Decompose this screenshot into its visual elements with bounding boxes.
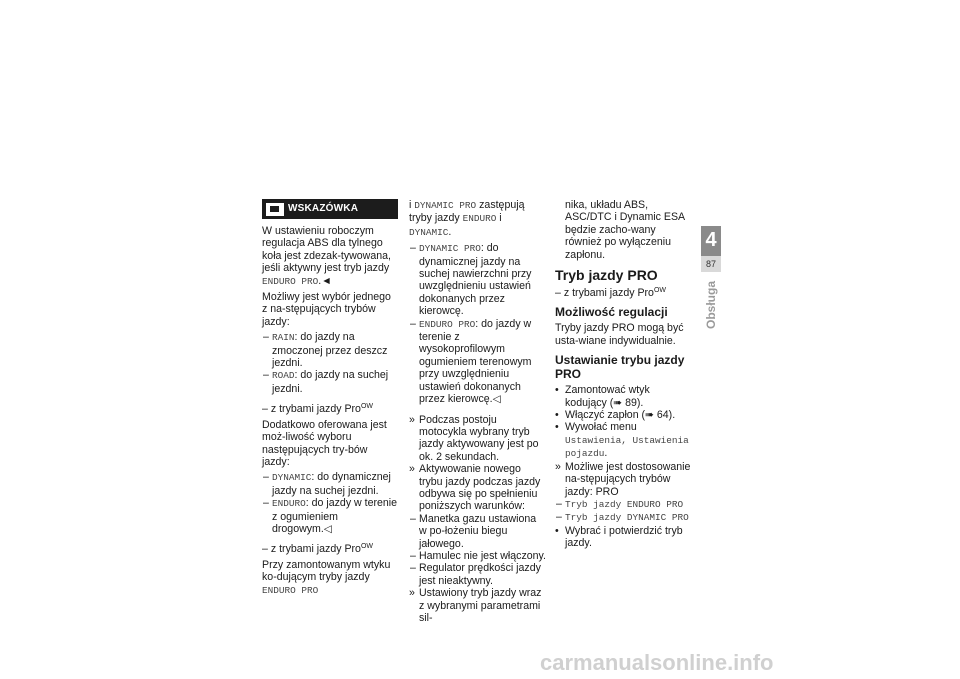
option-note: – z trybami jazdy Pro$^{OW}$ xyxy=(262,403,373,416)
chapter-tab xyxy=(701,226,721,272)
heading-mozliwosc-regulacji: Możliwość regulacji xyxy=(555,305,668,320)
chapter-number: 4 xyxy=(705,229,717,251)
heading-ustawianie-trybu: Ustawianie trybu jazdy PRO xyxy=(555,353,685,382)
list-item: – Manetka gazu ustawiona w po-łożeniu biegu jałowego. xyxy=(410,512,537,550)
paragraph: Tryby jazdy PRO mogą być usta-wiane indywidualnie. xyxy=(555,322,684,347)
list-item: – ENDURO PRO: do jazdy w terenie z wysokoprofilowym ogumieniem terenowym przy uwzględnieniu ustawień dokonanych przez kierowcę.◁ xyxy=(410,317,532,406)
paragraph: Dodatkowo oferowana jest moż-liwość wyboru następujących try-bów jazdy: xyxy=(262,418,387,468)
column-1 xyxy=(262,199,398,600)
step-item: • Wywołać menu Ustawienia, Ustawienia pojazdu. xyxy=(555,421,689,460)
list-item: – RAIN: do jazdy na zmoczonej przez deszcz jezdni. xyxy=(263,331,388,370)
list-item: – Tryb jazdy ENDURO PRO xyxy=(556,497,684,510)
list-item: – DYNAMIC: do dynamicznej jazdy na suchej jezdni. xyxy=(263,471,391,497)
column-2 xyxy=(409,199,546,624)
column-3 xyxy=(555,199,691,550)
list-item: – Hamulec nie jest włączony. xyxy=(410,549,546,562)
step-item: » Podczas postoju motocykla wybrany tryb jazdy aktywowany jest po ok. 2 sekundach. xyxy=(409,413,539,463)
paragraph: nika, układu ABS, ASC/DTC i Dynamic ESA będzie zacho-wany również po wyłączeniu zapłonu. xyxy=(565,199,685,261)
heading-tryb-jazdy-pro: Tryb jazdy PRO xyxy=(555,267,658,284)
list-item: – Regulator prędkości jazdy jest nieaktywny. xyxy=(410,562,541,587)
list-item: – ENDURO: do jazdy w terenie z ogumieniem drogowym.◁ xyxy=(263,497,398,535)
step-item: » Ustawiony tryb jazdy wraz z wybranymi parametrami sil- xyxy=(409,587,542,624)
paragraph: W ustawieniu roboczym regulacja ABS dla tylnego koła jest zdezak-tywowana, jeśli aktywny jest tryb jazdy ENDURO PRO.◄ xyxy=(262,225,391,287)
list-item: – DYNAMIC PRO: do dynamicznej jazdy na suchej nawierzchni przy uwzględnieniu ustawień dokonanych przez kierowcę. xyxy=(410,242,532,318)
paragraph: Możliwy jest wybór jednego z na-stępujących trybów jazdy: xyxy=(262,291,391,328)
warning-header xyxy=(262,199,398,219)
list-item: – ROAD: do jazdy na suchej jezdni. xyxy=(263,369,389,395)
option-note: – z trybami jazdy Pro$^{OW}$ xyxy=(262,543,373,556)
paragraph: i DYNAMIC PRO zastępują tryby jazdy ENDURO i DYNAMIC. xyxy=(409,199,525,238)
warning-icon xyxy=(266,203,284,216)
step-item: • Zamontować wtyk kodujący (➠ 89). xyxy=(555,384,650,409)
step-item: • Wybrać i potwierdzić tryb jazdy. xyxy=(555,524,683,550)
step-item: » Aktywowanie nowego trybu jazdy podczas jazdy odbywa się po spełnieniu poniższych warunków: xyxy=(409,463,541,513)
list-item: – Tryb jazdy DYNAMIC PRO xyxy=(556,511,689,524)
paragraph: Przy zamontowanym wtyku ko-dującym tryby jazdy ENDURO PRO xyxy=(262,558,391,596)
page-number: 87 xyxy=(701,256,721,272)
step-item: • Włączyć zapłon (➠ 64). xyxy=(555,409,676,422)
step-item: » Możliwe jest dostosowanie na-stępujących trybów jazdy: PRO xyxy=(555,460,691,498)
section-label: Obsługa xyxy=(704,280,718,330)
watermark: carmanualsonline.info xyxy=(540,650,774,675)
option-note: – z trybami jazdy Pro$^{OW}$ xyxy=(555,287,666,300)
warning-title: WSKAZÓWKA xyxy=(288,202,359,214)
